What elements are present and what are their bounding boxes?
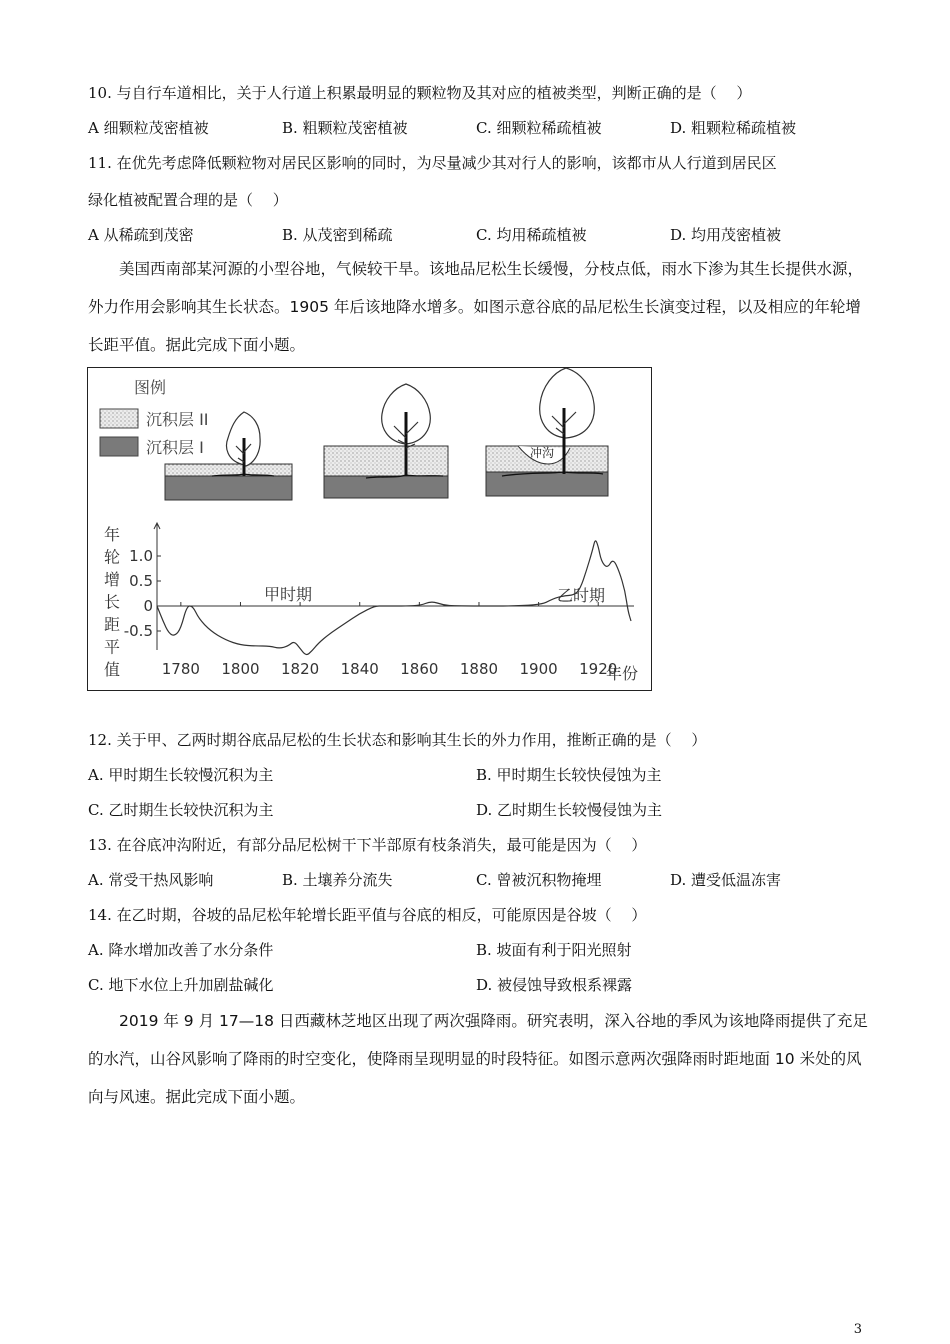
legend-swatch-layer1 — [100, 437, 138, 456]
q14-options-row2 — [88, 974, 870, 994]
tree-crown-3 — [540, 368, 595, 438]
x-tick-label: 1820 — [281, 660, 320, 678]
q11-options — [88, 224, 870, 244]
q11-option-d: D. 均用茂密植被 — [670, 226, 782, 244]
q12-options-row2 — [88, 799, 870, 819]
x-tick-label: 1800 — [221, 660, 260, 678]
gully-label: 冲沟 — [530, 446, 555, 460]
x-tick-label: 1900 — [519, 660, 558, 678]
q10-stem: 10. 与自行车道相比，关于人行道上积累最明显的颗粒物及其对应的植被类型，判断正确的是（ ） — [88, 84, 752, 102]
q11-stem-line1: 11. 在优先考虑降低颗粒物对居民区影响的同时，为尽量减少其对行人的影响，该都市从人行道到居民区 — [88, 154, 777, 172]
x-tick-label: 1920 — [579, 660, 618, 678]
q12-option-d: D. 乙时期生长较慢侵蚀为主 — [476, 801, 663, 819]
annotation-yi: 乙时期 — [557, 586, 606, 605]
q10-option-a: A 细颗粒茂密植被 — [88, 119, 209, 137]
q14-option-b: B. 坡面有利于阳光照射 — [476, 941, 632, 959]
q12-option-c: C. 乙时期生长较快沉积为主 — [88, 801, 274, 819]
tree-ring-chart — [104, 523, 638, 683]
y-tick-label: 0.5 — [129, 572, 153, 590]
x-tick-label: 1840 — [340, 660, 379, 678]
q14-stem: 14. 在乙时期，谷坡的品尼松年轮增长距平值与谷底的相反，可能原因是谷坡（ ） — [88, 906, 647, 924]
legend-label-layer2: 沉积层 II — [146, 410, 209, 429]
y-tick-label: 0 — [143, 597, 153, 615]
q12-stem: 12. 关于甲、乙两时期谷底品尼松的生长状态和影响其生长的外力作用，推断正确的是（ ） — [88, 731, 707, 749]
q14-option-d: D. 被侵蚀导致根系裸露 — [476, 976, 633, 994]
q13-option-d: D. 遭受低温冻害 — [670, 871, 782, 889]
chart-xlabel: 年份 — [606, 664, 639, 683]
stage-3-diagram — [486, 368, 608, 496]
q13-stem: 13. 在谷底冲沟附近，有部分品尼松树干下半部原有枝条消失，最可能是因为（ ） — [88, 836, 647, 854]
stage-2-diagram — [324, 384, 448, 498]
passage-pinyon-pine: 美国西南部某河源的小型谷地，气候较干旱。该地品尼松生长缓慢，分枝点低，雨水下渗为其生长提供水源，外力作用会影响其生长状态。1905 年后该地降水增多。如图示意谷底的品尼松生长演变过程，以及相应的年轮增长距平值。据此完成下面小题。 — [88, 260, 864, 354]
x-tick-label: 1880 — [459, 660, 499, 678]
y-tick-label: 1.0 — [129, 547, 153, 565]
annotation-jia: 甲时期 — [264, 585, 313, 604]
q10-options — [88, 117, 870, 137]
passage-nyingchi-rain: 2019 年 9 月 17—18 日西藏林芝地区出现了两次强降雨。研究表明，深入谷地的季风为该地降雨提供了充足的水汽，山谷风影响了降雨的时空变化，使降雨呈现明显的时段特征。如图示意两次强降雨时距地面 10 米处的风向与风速。据此完成下面小题。 — [88, 1012, 868, 1106]
page-number: 3 — [853, 1322, 862, 1337]
q11-option-a: A 从稀疏到茂密 — [88, 226, 194, 244]
y-tick-label: -0.5 — [123, 622, 153, 640]
legend-label-layer1: 沉积层 I — [146, 438, 204, 457]
chart-ylabel: 年轮增长距平值 — [104, 525, 121, 679]
q12-option-a: A. 甲时期生长较慢沉积为主 — [88, 766, 274, 784]
q10-option-c: C. 细颗粒稀疏植被 — [476, 119, 602, 137]
q10-option-d: D. 粗颗粒稀疏植被 — [670, 119, 797, 137]
q13-option-a: A. 常受干热风影响 — [88, 871, 214, 889]
q13-option-c: C. 曾被沉积物掩埋 — [476, 871, 602, 889]
q12-option-b: B. 甲时期生长较快侵蚀为主 — [476, 766, 662, 784]
q14-option-a: A. 降水增加改善了水分条件 — [88, 941, 274, 959]
legend-swatch-layer2 — [100, 409, 138, 428]
q13-options — [88, 869, 870, 889]
q14-options-row1 — [88, 939, 870, 959]
q13-option-b: B. 土壤养分流失 — [282, 871, 393, 889]
q14-option-c: C. 地下水位上升加剧盐碱化 — [88, 976, 274, 994]
q11-stem-line2: 绿化植被配置合理的是（ ） — [88, 191, 288, 209]
q10-option-b: B. 粗颗粒茂密植被 — [282, 119, 408, 137]
q12-options-row1 — [88, 764, 870, 784]
x-tick-label: 1860 — [400, 660, 439, 678]
legend-title: 图例 — [134, 378, 167, 397]
pine-growth-figure — [87, 367, 652, 691]
q11-option-c: C. 均用稀疏植被 — [476, 226, 587, 244]
figure-svg — [88, 368, 650, 689]
q11-option-b: B. 从茂密到稀疏 — [282, 226, 393, 244]
x-tick-label: 1780 — [161, 660, 200, 678]
